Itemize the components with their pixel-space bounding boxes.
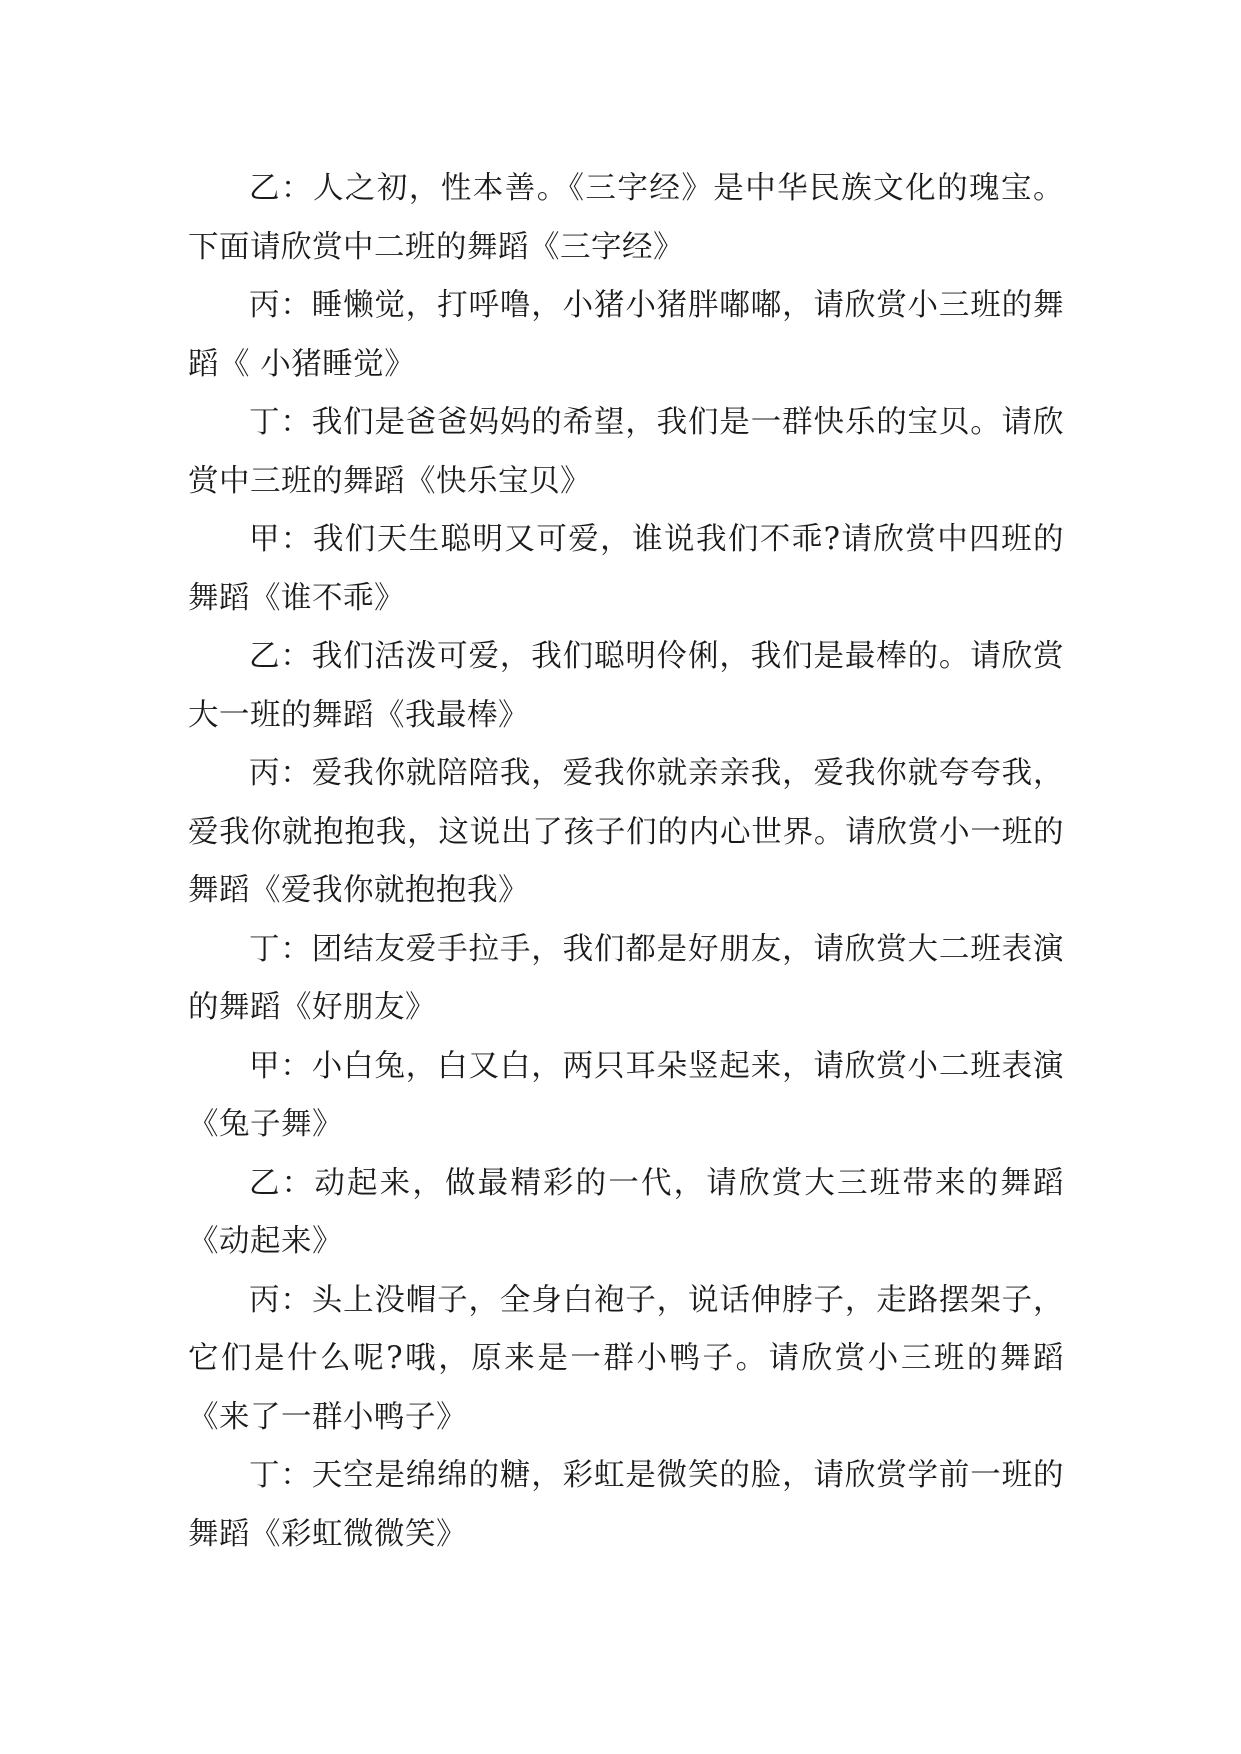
document-body [188,160,1064,1564]
paragraph: 丁：我们是爸爸妈妈的希望，我们是一群快乐的宝贝。请欣赏中三班的舞蹈《快乐宝贝》 [188,405,1064,499]
paragraph: 丁：团结友爱手拉手，我们都是好朋友，请欣赏大二班表演的舞蹈《好朋友》 [188,931,1064,1025]
paragraph: 乙：动起来，做最精彩的一代，请欣赏大三班带来的舞蹈《动起来》 [188,1165,1064,1259]
paragraph: 丙：爱我你就陪陪我，爱我你就亲亲我，爱我你就夸夸我，爱我你就抱抱我，这说出了孩子们的内心世界。请欣赏小一班的舞蹈《爱我你就抱抱我》 [188,756,1064,908]
paragraph: 乙：我们活泼可爱，我们聪明伶俐，我们是最棒的。请欣赏大一班的舞蹈《我最棒》 [188,639,1064,733]
paragraph: 甲：小白兔，白又白，两只耳朵竖起来，请欣赏小二班表演《兔子舞》 [188,1048,1064,1142]
paragraph: 丙：头上没帽子，全身白袍子，说话伸脖子，走路摆架子，它们是什么呢?哦，原来是一群小鸭子。请欣赏小三班的舞蹈《来了一群小鸭子》 [188,1282,1064,1435]
paragraph: 乙：人之初，性本善。《三字经》是中华民族文化的瑰宝。下面请欣赏中二班的舞蹈《三字经》 [188,171,1064,265]
paragraph: 甲：我们天生聪明又可爱，谁说我们不乖?请欣赏中四班的舞蹈《谁不乖》 [188,522,1064,616]
paragraph: 丙：睡懒觉，打呼噜，小猪小猪胖嘟嘟，请欣赏小三班的舞蹈《 小猪睡觉》 [188,288,1064,382]
paragraph: 丁：天空是绵绵的糖，彩虹是微笑的脸，请欣赏学前一班的舞蹈《彩虹微微笑》 [188,1458,1064,1552]
